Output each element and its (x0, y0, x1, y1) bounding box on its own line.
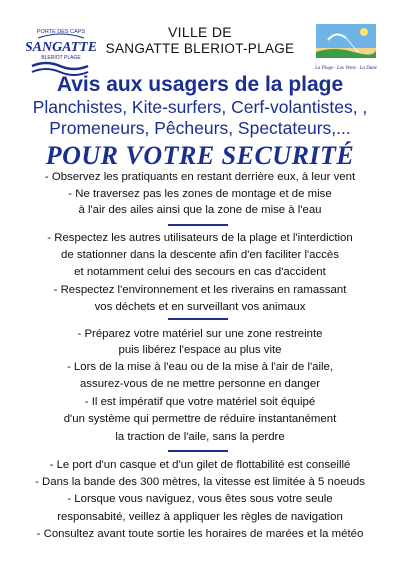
audience-line-2: Promeneurs, Pêcheurs, Spectateurs,... (49, 118, 351, 138)
notice-title: Avis aux usagers de la plage (56, 73, 344, 96)
security-heading: POUR VOTRE SECURITÉ (45, 141, 355, 170)
sangatte-logo (26, 24, 96, 76)
beach-kite-logo (314, 22, 378, 76)
rule-line: et notamment celui des secours en cas d'accident (74, 266, 326, 278)
rule-line: - Lorsque vous naviguez, vous êtes sous votre seule (67, 493, 333, 505)
rule-line: assurez-vous de ne mettre personne en danger (80, 378, 320, 390)
section-divider (168, 318, 228, 320)
sun-icon (360, 28, 368, 36)
section-divider (168, 450, 228, 452)
rule-line: puis libérez l'espace au plus vite (118, 344, 282, 356)
logo-left-text: SANGATTE (26, 40, 96, 55)
rule-line: la traction de l'aile, sans la perdre (115, 431, 285, 443)
logo-right-caption: La Plage · Les Vents · La Dune (315, 66, 377, 71)
rule-line: - Observez les pratiquants en restant derrière eux, à leur vent (44, 171, 356, 183)
rule-line: - Le port d'un casque et d'un gilet de flottabilité est conseillé (49, 459, 351, 471)
rule-line: - Consultez avant toute sortie les horaires de marées et la météo (36, 528, 364, 540)
town-line-2: SANGATTE BLERIOT-PLAGE (105, 41, 295, 56)
rule-line: responsabité, veillez à appliquer les règles de navigation (57, 511, 343, 523)
rule-line: - Préparez votre matériel sur une zone restreinte (77, 328, 323, 340)
logo-left-top: PORTE DES CAPS (36, 29, 86, 35)
rule-line: - Lors de la mise à l'eau ou de la mise à l'air de l'aile, (66, 361, 334, 373)
section-divider (168, 224, 228, 226)
logo-left-subtitle: BLERIOT PLAGE (41, 55, 81, 61)
rule-line: - Il est impératif que votre matériel soit équipé (84, 396, 316, 408)
rule-line: vos déchets et en surveillant vos animaux (94, 301, 306, 313)
rule-line: de stationner dans la descente afin d'en faciliter l'accès (61, 249, 339, 261)
rule-line: - Ne traversez pas les zones de montage et de mise (68, 188, 332, 200)
rule-line: - Respectez les autres utilisateurs de la plage et l'interdiction (47, 232, 353, 244)
audience-line-1: Planchistes, Kite-surfers, Cerf-volantistes, , (32, 97, 368, 117)
rule-line: - Respectez l'environnement et les riverains en ramassant (53, 284, 347, 296)
rule-line: à l'air des ailes ainsi que la zone de mise à l'eau (78, 204, 322, 216)
rule-line: - Dans la bande des 300 mètres, la vitesse est limitée à 5 noeuds (35, 476, 365, 488)
town-line-1: VILLE DE (168, 24, 232, 40)
rule-line: d'un système qui permettre de réduire instantanément (63, 413, 337, 425)
